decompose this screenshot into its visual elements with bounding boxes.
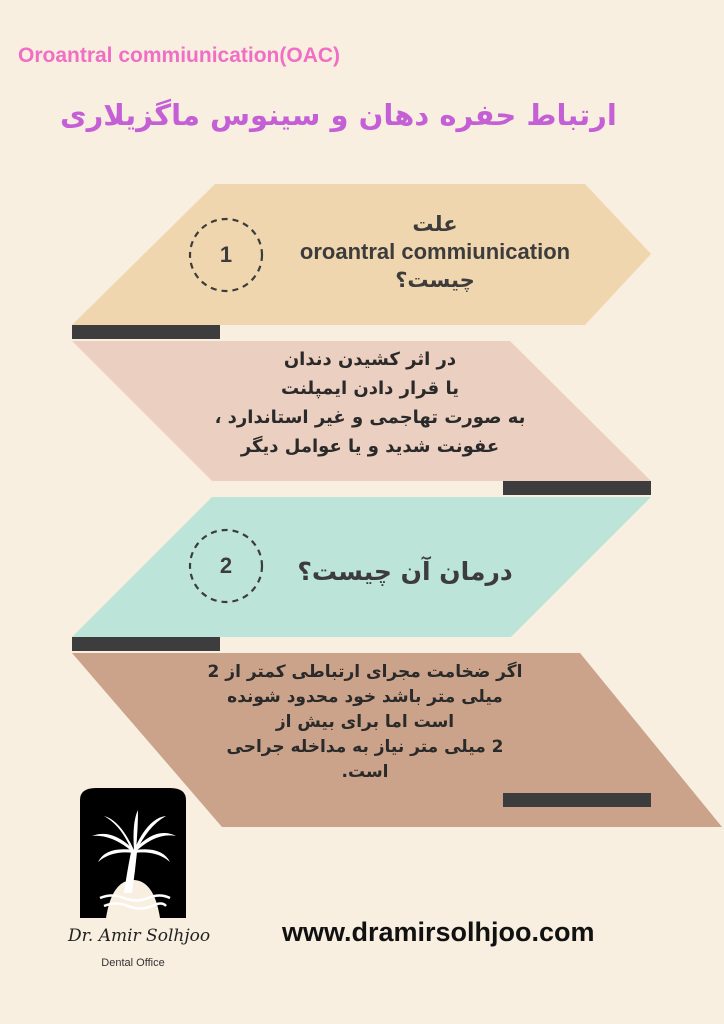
answer2-line: است اما برای بیش از	[275, 712, 455, 732]
answer2-line: اگر ضخامت مجرای ارتباطی کمتر از 2	[207, 662, 523, 682]
question2-underline-bar	[72, 637, 220, 651]
answer1-line: عفونت شدید و یا عوامل دیگر	[240, 436, 500, 457]
answer1-underline-bar	[503, 481, 651, 495]
answer2-underline-bar	[503, 793, 651, 807]
answer2-line: 2 میلی متر نیاز به مداخله جراحی	[226, 737, 504, 757]
persian-title: ارتباط حفره دهان و سینوس ماگزیلاری	[60, 98, 617, 132]
english-title: Oroantral commiunication(OAC)	[18, 44, 341, 67]
answer1-text	[160, 345, 580, 461]
answer2-line: است.	[341, 762, 389, 782]
answer1-line: به صورت تهاجمی و غیر استاندارد ،	[214, 407, 526, 428]
answer2-text	[150, 660, 580, 785]
answer1-line: یا قرار دادن ایمپلنت	[281, 378, 459, 399]
question1-line3: چیست؟	[395, 268, 475, 292]
website-link[interactable]: www.dramirsolhjoo.com	[282, 917, 595, 947]
question2-heading: درمان آن چیست؟	[297, 557, 513, 586]
question1-heading	[270, 210, 600, 294]
answer1-line: در اثر کشیدن دندان	[283, 349, 457, 370]
question1-underline-bar	[72, 325, 220, 339]
logo-subtitle: Dental Office	[101, 957, 165, 969]
logo-signature: Dr. Amir Solhjoo	[68, 926, 211, 946]
answer2-line: میلی متر باشد خود محدود شونده	[227, 687, 503, 707]
section1-number: 1	[219, 242, 233, 267]
question1-line1: علت	[412, 212, 458, 236]
dental-office-logo	[80, 788, 186, 918]
question1-line2: oroantral commiunication	[299, 239, 571, 264]
section2-number: 2	[219, 553, 233, 578]
